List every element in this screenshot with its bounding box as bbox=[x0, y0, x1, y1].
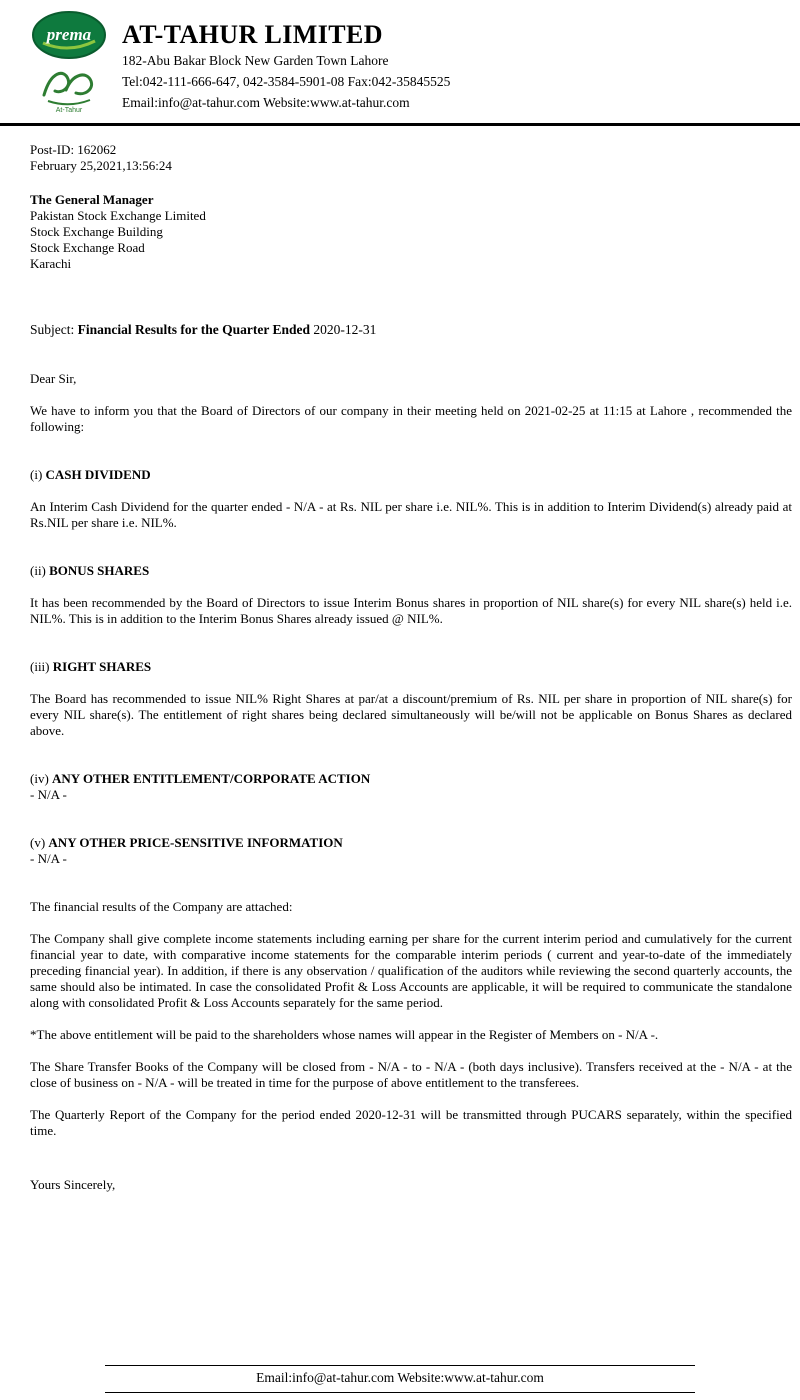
recipient-address-line: Stock Exchange Building bbox=[30, 224, 163, 239]
subject-bold-text: Financial Results for the Quarter Ended bbox=[77, 322, 311, 337]
section-number: (iii) bbox=[30, 659, 53, 674]
section-heading bbox=[30, 771, 792, 787]
subject-line bbox=[30, 322, 792, 338]
closing-paragraph: *The above entitlement will be paid to the shareholders whose names will appear in the Register of Members on - N/A -. bbox=[30, 1027, 659, 1042]
sign-off: Yours Sincerely, bbox=[30, 1177, 116, 1192]
letterhead bbox=[0, 0, 800, 117]
closing-paragraph: The financial results of the Company are attached: bbox=[30, 899, 293, 914]
section-heading bbox=[30, 659, 792, 675]
closing-paragraph: The Share Transfer Books of the Company will be closed from - N/A - to - N/A - (both days inclusive). Transfers received at the - N/A - at the close of business on - N/A - will be treated in time for the purpose of above entitlement to the transferees. bbox=[30, 1059, 792, 1090]
section-right-shares bbox=[30, 659, 792, 739]
company-logo bbox=[16, 10, 122, 113]
section-title: BONUS SHARES bbox=[49, 563, 150, 578]
intro-paragraph: We have to inform you that the Board of Directors of our company in their meeting held on 2021-02-25 at 11:15 at Lahore , recommended the following: bbox=[30, 403, 792, 434]
section-body: - N/A - bbox=[30, 787, 67, 802]
letter-datetime: February 25,2021,13:56:24 bbox=[30, 158, 172, 173]
section-heading bbox=[30, 835, 792, 851]
recipient-address-line: Stock Exchange Road bbox=[30, 240, 145, 255]
section-bonus-shares bbox=[30, 563, 792, 627]
footer-rule-bottom bbox=[105, 1392, 695, 1393]
page-footer bbox=[0, 1365, 800, 1393]
footer-contact: Email:info@at-tahur.com Website:www.at-tahur.com bbox=[256, 1370, 544, 1385]
attahur-calligraphy-icon bbox=[38, 63, 100, 113]
section-number: (i) bbox=[30, 467, 46, 482]
recipient-address-line: Pakistan Stock Exchange Limited bbox=[30, 208, 206, 223]
prema-logo-icon bbox=[31, 10, 107, 60]
section-cash-dividend bbox=[30, 467, 792, 531]
section-number: (iv) bbox=[30, 771, 53, 786]
recipient-address-line: Karachi bbox=[30, 256, 72, 271]
subject-label: Subject: bbox=[30, 322, 78, 337]
letterhead-text bbox=[122, 10, 450, 113]
section-title: ANY OTHER PRICE-SENSITIVE INFORMATION bbox=[48, 835, 343, 850]
attahur-logo-text: At-Tahur bbox=[55, 107, 83, 113]
company-contact: Email:info@at-tahur.com Website:www.at-tahur.com bbox=[122, 95, 410, 110]
letter-body bbox=[0, 126, 800, 1193]
closing-paragraph: The Company shall give complete income statements including earning per share for the current interim period and cumulatively for the current financial year to date, with comparative income statements for the comparable interim periods ( current and year-to-date of the immediately preceding financial year). In addition, if there is any observation / qualification of the auditors while reviewing the second quarterly accounts, the same should also be intimated. In case the consolidated Profit & Loss Accounts are applicable, it will be required to communicate the standalone along with consolidated Profit & Loss Accounts separately for the same period. bbox=[30, 931, 792, 1010]
company-phone: Tel:042-111-666-647, 042-3584-5901-08 Fax:042-35845525 bbox=[122, 74, 451, 89]
recipient-title: The General Manager bbox=[30, 192, 154, 207]
section-number: (v) bbox=[30, 835, 49, 850]
section-heading bbox=[30, 467, 792, 483]
section-title: ANY OTHER ENTITLEMENT/CORPORATE ACTION bbox=[52, 771, 371, 786]
company-address: 182-Abu Bakar Block New Garden Town Lahore bbox=[122, 53, 389, 68]
post-id: Post-ID: 162062 bbox=[30, 142, 117, 157]
section-heading bbox=[30, 563, 792, 579]
section-title: RIGHT SHARES bbox=[52, 659, 152, 674]
salutation: Dear Sir, bbox=[30, 371, 77, 386]
prema-logo-text: prema bbox=[46, 25, 92, 44]
section-body: - N/A - bbox=[30, 851, 67, 866]
section-number: (ii) bbox=[30, 563, 50, 578]
section-other-entitlement bbox=[30, 771, 792, 803]
recipient-block bbox=[30, 192, 792, 272]
section-title: CASH DIVIDEND bbox=[45, 467, 151, 482]
company-name: AT-TAHUR LIMITED bbox=[122, 20, 383, 49]
section-body: The Board has recommended to issue NIL% Right Shares at par/at a discount/premium of Rs. NIL per share in proportion of NIL share(s) for every NIL share(s). The entitlement of right shares being declared simultaneously will be/will not be applicable on Bonus Shares as declared above. bbox=[30, 691, 792, 738]
section-body: It has been recommended by the Board of Directors to issue Interim Bonus shares in proportion of NIL share(s) for every NIL share(s) held i.e. NIL%. This is in addition to the Interim Bonus Shares already issued @ NIL%. bbox=[30, 595, 792, 626]
section-body: An Interim Cash Dividend for the quarter ended - N/A - at Rs. NIL per share i.e. NIL%. This is in addition to Interim Dividend(s) already paid at Rs.NIL per share i.e. NIL%. bbox=[30, 499, 792, 530]
section-price-sensitive bbox=[30, 835, 792, 867]
closing-paragraph: The Quarterly Report of the Company for the period ended 2020-12-31 will be transmitted through PUCARS separately, within the specified time. bbox=[30, 1107, 792, 1138]
subject-date: 2020-12-31 bbox=[310, 322, 377, 337]
